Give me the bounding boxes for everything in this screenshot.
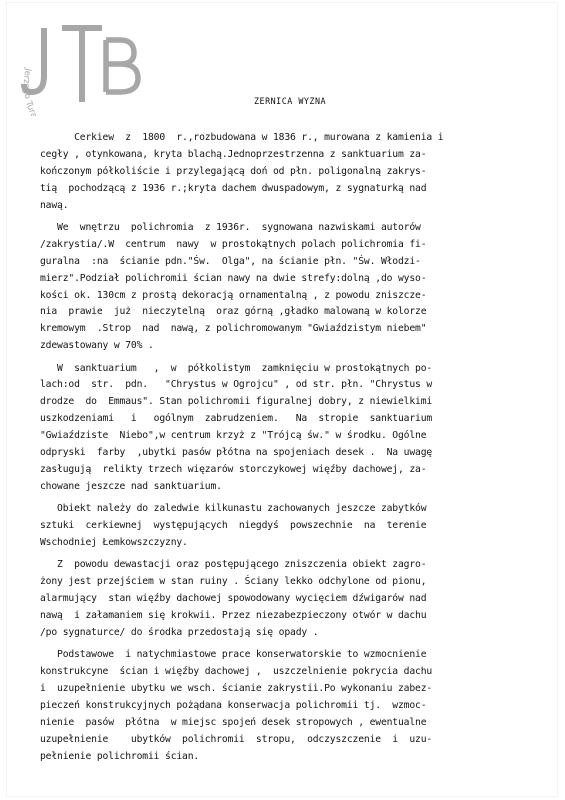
text-line: nawą i załamaniem się krokwii. Przez niezabezpieczony otwór w dachu bbox=[40, 610, 427, 622]
text-line: We wnętrzu polichromia z 1936r. sygnowana nazwiskami autorów bbox=[40, 221, 421, 233]
text-line: "Gwiaździste Niebo",w centrum krzyż z "Trójcą św." w środku. Ogólne bbox=[40, 430, 427, 442]
text-line: Wschodniej Łemkowszczyzny. bbox=[40, 536, 188, 548]
text-line: lach:od str. pdn. "Chrystus w Ogrojcu" , od str. płn. "Chrystus w bbox=[40, 379, 433, 391]
text-line: mierz".Podział polichromii ścian nawy na dwie strefy:dolną ,do wyso- bbox=[40, 272, 427, 284]
text-line: konstrukcyne ścian i więźby dachowej , uszczelnienie pokrycia dachu bbox=[40, 666, 433, 678]
text-line: sztuki cerkiewnej występujących niegdyś powszechnie na terenie bbox=[40, 520, 427, 532]
text-line: kończonym półkoliście i przylegającą doń od płn. poligonalną zakrys- bbox=[40, 165, 427, 177]
text-line: uszkodzeniami i ogólnym zabrudzeniem. Na stropie sanktuarium bbox=[40, 413, 433, 425]
text-line: kremowym .Strop nad nawą, z polichromowanym "Gwiaździstym niebem" bbox=[40, 323, 427, 335]
text-line: kości ok. 130cm z prostą dekoracją ornamentalną , z powodu zniszcze- bbox=[40, 289, 427, 301]
document-title: ZERNICA WYZNA bbox=[254, 96, 327, 106]
text-line: drodze do Emmaus". Stan polichromii figuralnej dobry, z niewielkimi bbox=[40, 396, 433, 408]
stamp-side-text: Jerzego Tura bbox=[20, 67, 39, 116]
text-line: pełnienie polichromii ścian. bbox=[40, 750, 200, 762]
paragraph bbox=[40, 361, 538, 496]
paragraph bbox=[40, 647, 538, 765]
text-line: cegły , otynkowana, kryta blachą.Jednoprzestrzenna z sanktuarium za- bbox=[40, 148, 427, 160]
text-line: nia prawie już nieczytelną oraz górną ,gładko malowaną w kolorze bbox=[40, 306, 427, 318]
text-line: nawą. bbox=[40, 199, 69, 211]
text-line: alarmujący stan więźby dachowej spowodowany wycięciem dźwigarów nad bbox=[40, 593, 427, 605]
text-line: żony jest przejściem w stan ruiny . Ściany lekko odchylone od pionu, bbox=[40, 576, 427, 588]
text-line: zasługują relikty trzech więzarów storczykowej więźby dachowej, za- bbox=[40, 463, 427, 475]
text-line: W sanktuarium , w półkolistym zamknięciu w prostokątnych po- bbox=[40, 362, 433, 374]
text-line: nienie pasów płótna w miejsc spojeń desek stropowych , ewentualne bbox=[40, 716, 427, 728]
document-body bbox=[40, 130, 538, 771]
text-line: zdewastowany w 70% . bbox=[40, 340, 154, 352]
paragraph bbox=[40, 501, 538, 552]
text-line: Obiekt należy do zaledwie kilkunastu zachowanych jeszcze zabytków bbox=[40, 503, 427, 515]
text-line: i uzupełnienie ubytku we wsch. ścianie zakrystii.Po wykonaniu zabez- bbox=[40, 683, 433, 695]
text-line: /po sygnaturce/ do środka przedostają się opady . bbox=[40, 626, 319, 638]
paragraph bbox=[40, 557, 538, 641]
stamp-arc-text bbox=[10, 6, 123, 9]
text-line: tią pochodzącą z 1936 r.;kryta dachem dwuspadowym, z sygnaturką nad bbox=[40, 182, 427, 194]
archive-stamp-graphic bbox=[10, 6, 160, 116]
paragraph bbox=[40, 220, 538, 355]
text-line: chowane jeszcze nad sanktuarium. bbox=[40, 480, 222, 492]
text-line: odpryski farby ,ubytki pasów płótna na spojeniach desek . Na uwagę bbox=[40, 447, 433, 459]
stamp-monogram bbox=[24, 28, 138, 102]
text-line: Podstawowe i natychmiastowe prace konserwatorskie to wzmocnienie bbox=[40, 649, 427, 661]
text-line: /zakrystia/.W centrum nawy w prostokątnych polach polichromia fi- bbox=[40, 238, 427, 250]
document-page bbox=[6, 2, 558, 797]
text-line: uzupełnienie ubytków polichromii stropu, odczyszczenie i uzu- bbox=[40, 733, 433, 745]
text-line: Z powodu dewastacji oraz postępującego zniszczenia obiekt zagro- bbox=[40, 559, 427, 571]
text-line: Cerkiew z 1800 r.,rozbudowana w 1836 r., murowana z kamienia i bbox=[40, 132, 444, 143]
paragraph bbox=[40, 130, 538, 214]
archive-stamp bbox=[10, 6, 160, 116]
text-line: guralna :na ścianie pdn."Św. Olga", na ścianie płn. "Św. Włodzi- bbox=[40, 255, 421, 267]
text-line: pieczeń konstrukcyjnych pożądana konserwacja polichromii tj. wzmoc- bbox=[40, 700, 427, 711]
